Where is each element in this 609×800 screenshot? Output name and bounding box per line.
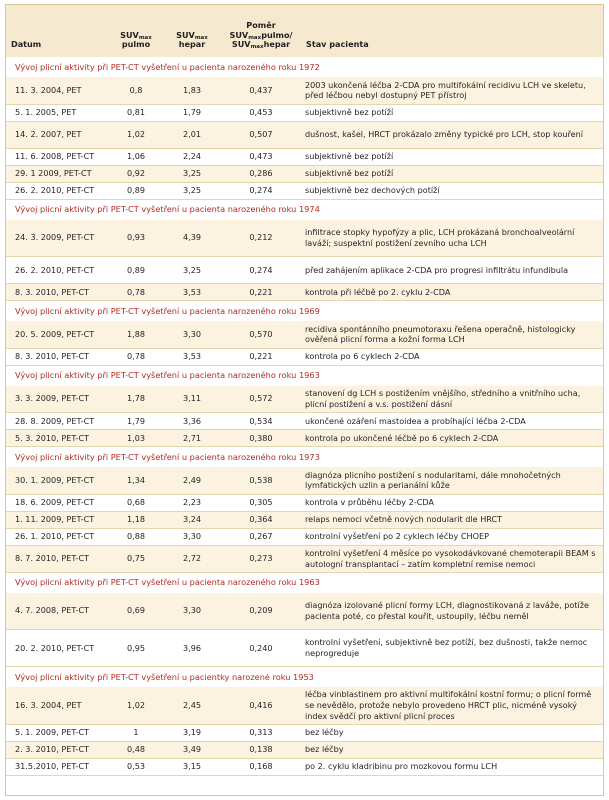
cell-suv-hepar: 2,72 xyxy=(163,545,221,572)
header-suv-hepar-sub: max xyxy=(194,34,208,41)
section-title-row xyxy=(6,199,603,220)
cell-suv-pulmo: 0,8 xyxy=(109,77,163,104)
section-title: Vývoj plicní aktivity při PET-CT vyšetření u pacientky narozené roku 1953 xyxy=(15,671,314,682)
cell-datum: 11. 6. 2008, PET-CT xyxy=(6,148,109,165)
cell-ratio: 0,274 xyxy=(221,182,301,199)
cell-datum: 29. 1 2009, PET-CT xyxy=(6,165,109,182)
cell-suv-hepar: 3,30 xyxy=(163,593,221,630)
cell-suv-hepar: 1,79 xyxy=(163,104,221,121)
cell-datum: 26. 2. 2010, PET-CT xyxy=(6,257,109,284)
cell-suv-hepar: 3,36 xyxy=(163,413,221,430)
cell-stav: diagnóza izolované plicní formy LCH, diagnostikovaná z laváže, potíže pacienta poté, co přestal kouřit, ustoupily, léčbu neměl xyxy=(301,593,603,630)
cell-ratio: 0,364 xyxy=(221,511,301,528)
section-title: Vývoj plicní aktivity při PET-CT vyšetření u pacienta narozeného roku 1974 xyxy=(15,204,320,215)
cell-suv-pulmo: 1,79 xyxy=(109,413,163,430)
header-ratio-line3-sub: max xyxy=(250,44,264,51)
cell-suv-hepar: 3,25 xyxy=(163,182,221,199)
table-row xyxy=(6,758,603,775)
section-title-row xyxy=(6,572,603,593)
header-suv-pulmo-rest: pulmo xyxy=(121,39,151,50)
table-row xyxy=(6,104,603,121)
cell-stav: ukončené ozáření mastoidea a probíhající léčba 2-CDA xyxy=(301,413,603,430)
cell-datum: 8. 3. 2010, PET-CT xyxy=(6,348,109,365)
header-ratio xyxy=(221,5,301,57)
table-row xyxy=(6,494,603,511)
cell-datum: 16. 3. 2004, PET xyxy=(6,687,109,724)
cell-stav: kontrola v průběhu léčby 2-CDA xyxy=(301,494,603,511)
header-ratio-line2-rest: pulmo/ xyxy=(261,29,293,40)
header-datum: Datum xyxy=(6,5,109,57)
cell-suv-pulmo: 0,81 xyxy=(109,104,163,121)
cell-suv-hepar: 3,96 xyxy=(163,630,221,667)
table-header-row xyxy=(6,5,603,57)
cell-stav: léčba vinblastinem pro aktivní multifokální kostní formu; o plicní formě se nevědělo, protože nebylo provedeno HRCT plic, nicméně vysoký index svědčí pro aktivní plicní proces xyxy=(301,687,603,724)
cell-suv-pulmo: 0,68 xyxy=(109,494,163,511)
cell-stav: subjektivně bez dechových potíží xyxy=(301,182,603,199)
cell-ratio: 0,305 xyxy=(221,494,301,511)
section-title: Vývoj plicní aktivity při PET-CT vyšetření u pacienta narozeného roku 1973 xyxy=(15,451,320,462)
section-title-row xyxy=(6,365,603,386)
header-ratio-line2-sub: max xyxy=(248,34,262,41)
cell-stav: po 2. cyklu kladribinu pro mozkovou formu LCH xyxy=(301,758,603,775)
cell-suv-hepar: 3,30 xyxy=(163,528,221,545)
cell-stav: dušnost, kašel, HRCT prokázalo změny typické pro LCH, stop kouření xyxy=(301,121,603,148)
cell-suv-pulmo: 1,78 xyxy=(109,386,163,413)
cell-suv-pulmo: 0,88 xyxy=(109,528,163,545)
section-title-row xyxy=(6,447,603,468)
cell-suv-hepar: 3,19 xyxy=(163,724,221,741)
cell-stav: subjektivně bez potíží xyxy=(301,104,603,121)
table-row xyxy=(6,220,603,257)
cell-datum: 5. 1. 2005, PET xyxy=(6,104,109,121)
cell-stav: bez léčby xyxy=(301,724,603,741)
cell-suv-pulmo: 0,89 xyxy=(109,257,163,284)
table-row xyxy=(6,528,603,545)
cell-ratio: 0,168 xyxy=(221,758,301,775)
cell-ratio: 0,221 xyxy=(221,348,301,365)
section-title-row xyxy=(6,57,603,77)
cell-ratio: 0,534 xyxy=(221,413,301,430)
cell-suv-pulmo: 0,92 xyxy=(109,165,163,182)
cell-suv-hepar: 3,25 xyxy=(163,257,221,284)
cell-suv-pulmo: 1,88 xyxy=(109,321,163,348)
cell-datum: 3. 3. 2009, PET-CT xyxy=(6,386,109,413)
table-row xyxy=(6,77,603,104)
cell-ratio: 0,209 xyxy=(221,593,301,630)
cell-datum: 18. 6. 2009, PET-CT xyxy=(6,494,109,511)
table-row xyxy=(6,257,603,284)
section-title: Vývoj plicní aktivity při PET-CT vyšetření u pacienta narozeného roku 1969 xyxy=(15,305,320,316)
cell-stav: 2003 ukončená léčba 2-CDA pro multifokální recidivu LCH ve skeletu, před léčbou nebyl dostupný PET přístroj xyxy=(301,77,603,104)
cell-ratio: 0,453 xyxy=(221,104,301,121)
cell-suv-hepar: 2,71 xyxy=(163,430,221,447)
cell-suv-hepar: 3,53 xyxy=(163,348,221,365)
cell-stav: kontrola po 6 cyklech 2-CDA xyxy=(301,348,603,365)
header-suv-hepar-rest: hepar xyxy=(178,39,206,50)
table-row xyxy=(6,165,603,182)
cell-ratio: 0,240 xyxy=(221,630,301,667)
cell-suv-hepar: 3,49 xyxy=(163,741,221,758)
cell-ratio: 0,380 xyxy=(221,430,301,447)
cell-suv-hepar: 2,24 xyxy=(163,148,221,165)
cell-stav: kontrolní vyšetření po 2 cyklech léčby CHOEP xyxy=(301,528,603,545)
cell-datum: 26. 2. 2010, PET-CT xyxy=(6,182,109,199)
header-suv-pulmo-base: SUV xyxy=(120,29,139,40)
cell-suv-hepar: 3,11 xyxy=(163,386,221,413)
cell-stav: relaps nemoci včetně nových nodularit dle HRCT xyxy=(301,511,603,528)
cell-datum: 5. 1. 2009, PET-CT xyxy=(6,724,109,741)
table-row xyxy=(6,413,603,430)
cell-stav: infiltrace stopky hypofýzy a plic, LCH prokázaná bronchoalveolární laváží; suspektní postižení zevního ucha LCH xyxy=(301,220,603,257)
table-row xyxy=(6,467,603,494)
cell-datum: 30. 1. 2009, PET-CT xyxy=(6,467,109,494)
cell-datum: 31.5.2010, PET-CT xyxy=(6,758,109,775)
cell-stav: kontrola při léčbě po 2. cyklu 2-CDA xyxy=(301,284,603,301)
table-row xyxy=(6,386,603,413)
cell-suv-pulmo: 0,93 xyxy=(109,220,163,257)
section-title: Vývoj plicní aktivity při PET-CT vyšetření u pacienta narozeného roku 1972 xyxy=(15,61,320,72)
cell-suv-pulmo: 1,06 xyxy=(109,148,163,165)
cell-suv-hepar: 3,15 xyxy=(163,758,221,775)
cell-suv-pulmo: 0,78 xyxy=(109,348,163,365)
cell-suv-hepar: 3,25 xyxy=(163,165,221,182)
header-suv-hepar-base: SUV xyxy=(176,29,195,40)
cell-stav: stanovení dg LCH s postižením vnějšího, středního a vnitřního ucha, plicní postižení a v.s. postižení dásní xyxy=(301,386,603,413)
table-row xyxy=(6,511,603,528)
cell-ratio: 0,273 xyxy=(221,545,301,572)
cell-stav: kontrolní vyšetření 4 měsíce po vysokodávkované chemoterapii BEAM s autologní transplantací – zatím kompletní remise nemoci xyxy=(301,545,603,572)
cell-suv-hepar: 2,01 xyxy=(163,121,221,148)
cell-datum: 5. 3. 2010, PET-CT xyxy=(6,430,109,447)
cell-datum: 20. 2. 2010, PET-CT xyxy=(6,630,109,667)
cell-suv-pulmo: 1 xyxy=(109,724,163,741)
table-row xyxy=(6,348,603,365)
table-row xyxy=(6,148,603,165)
table-row xyxy=(6,430,603,447)
cell-suv-hepar: 2,45 xyxy=(163,687,221,724)
table-body xyxy=(6,57,603,775)
section-title: Vývoj plicní aktivity při PET-CT vyšetření u pacienta narozeného roku 1963 xyxy=(15,370,320,381)
cell-ratio: 0,416 xyxy=(221,687,301,724)
cell-stav: kontrola po ukončené léčbě po 6 cyklech 2-CDA xyxy=(301,430,603,447)
cell-ratio: 0,570 xyxy=(221,321,301,348)
cell-datum: 11. 3. 2004, PET xyxy=(6,77,109,104)
cell-datum: 24. 3. 2009, PET-CT xyxy=(6,220,109,257)
cell-stav: kontrolní vyšetření, subjektivně bez potíží, bez dušnosti, takže nemoc neprogreduje xyxy=(301,630,603,667)
cell-suv-hepar: 3,24 xyxy=(163,511,221,528)
header-ratio-line3-rest: hepar xyxy=(263,39,291,50)
cell-ratio: 0,138 xyxy=(221,741,301,758)
cell-suv-hepar: 2,49 xyxy=(163,467,221,494)
header-stav: Stav pacienta xyxy=(301,5,603,57)
table-row xyxy=(6,724,603,741)
table-row xyxy=(6,284,603,301)
cell-stav: před zahájením aplikace 2-CDA pro progresi infiltrátu infundibula xyxy=(301,257,603,284)
cell-suv-hepar: 2,23 xyxy=(163,494,221,511)
header-ratio-line1: Poměr xyxy=(246,20,276,31)
cell-ratio: 0,212 xyxy=(221,220,301,257)
cell-suv-pulmo: 0,95 xyxy=(109,630,163,667)
table-row xyxy=(6,687,603,724)
cell-datum: 14. 2. 2007, PET xyxy=(6,121,109,148)
cell-suv-pulmo: 1,02 xyxy=(109,687,163,724)
cell-stav: diagnóza plicního postižení s nodularitami, dále mnohočetných lymfatických uzlin a perianální kůže xyxy=(301,467,603,494)
cell-suv-hepar: 1,83 xyxy=(163,77,221,104)
cell-suv-pulmo: 0,78 xyxy=(109,284,163,301)
cell-ratio: 0,313 xyxy=(221,724,301,741)
cell-ratio: 0,572 xyxy=(221,386,301,413)
header-suv-pulmo xyxy=(109,5,163,57)
cell-suv-pulmo: 0,69 xyxy=(109,593,163,630)
cell-suv-hepar: 3,30 xyxy=(163,321,221,348)
cell-ratio: 0,286 xyxy=(221,165,301,182)
table-row xyxy=(6,321,603,348)
header-ratio-line3-base: SUV xyxy=(231,39,251,50)
cell-suv-pulmo: 1,34 xyxy=(109,467,163,494)
cell-datum: 8. 7. 2010, PET-CT xyxy=(6,545,109,572)
cell-datum: 2. 3. 2010, PET-CT xyxy=(6,741,109,758)
cell-stav: recidiva spontánního pneumotoraxu řešena operačně, histologicky ověřená plicní forma a kožní forma LCH xyxy=(301,321,603,348)
cell-suv-pulmo: 0,48 xyxy=(109,741,163,758)
cell-ratio: 0,437 xyxy=(221,77,301,104)
cell-ratio: 0,274 xyxy=(221,257,301,284)
cell-datum: 26. 1. 2010, PET-CT xyxy=(6,528,109,545)
section-title-row xyxy=(6,667,603,688)
table-row xyxy=(6,545,603,572)
cell-suv-pulmo: 0,53 xyxy=(109,758,163,775)
cell-ratio: 0,538 xyxy=(221,467,301,494)
cell-suv-pulmo: 0,75 xyxy=(109,545,163,572)
cell-ratio: 0,507 xyxy=(221,121,301,148)
cell-ratio: 0,473 xyxy=(221,148,301,165)
cell-ratio: 0,221 xyxy=(221,284,301,301)
pet-ct-results-table xyxy=(6,5,603,776)
cell-stav: bez léčby xyxy=(301,741,603,758)
cell-datum: 8. 3. 2010, PET-CT xyxy=(6,284,109,301)
cell-stav: subjektivně bez potíží xyxy=(301,148,603,165)
cell-suv-hepar: 3,53 xyxy=(163,284,221,301)
cell-suv-pulmo: 0,89 xyxy=(109,182,163,199)
cell-datum: 28. 8. 2009, PET-CT xyxy=(6,413,109,430)
cell-suv-hepar: 4,39 xyxy=(163,220,221,257)
table-row xyxy=(6,630,603,667)
table-row xyxy=(6,593,603,630)
section-title-row xyxy=(6,301,603,322)
table-row xyxy=(6,182,603,199)
cell-suv-pulmo: 1,02 xyxy=(109,121,163,148)
cell-datum: 4. 7. 2008, PET-CT xyxy=(6,593,109,630)
cell-datum: 20. 5. 2009, PET-CT xyxy=(6,321,109,348)
cell-suv-pulmo: 1,03 xyxy=(109,430,163,447)
cell-datum: 1. 11. 2009, PET-CT xyxy=(6,511,109,528)
cell-ratio: 0,267 xyxy=(221,528,301,545)
section-title: Vývoj plicní aktivity při PET-CT vyšetření u pacienta narozeného roku 1963 xyxy=(15,577,320,588)
cell-suv-pulmo: 1,18 xyxy=(109,511,163,528)
header-ratio-line2-base: SUV xyxy=(229,29,249,40)
header-suv-pulmo-sub: max xyxy=(138,34,152,41)
cell-stav: subjektivně bez potíží xyxy=(301,165,603,182)
header-suv-hepar xyxy=(163,5,221,57)
table-row xyxy=(6,121,603,148)
table-row xyxy=(6,741,603,758)
